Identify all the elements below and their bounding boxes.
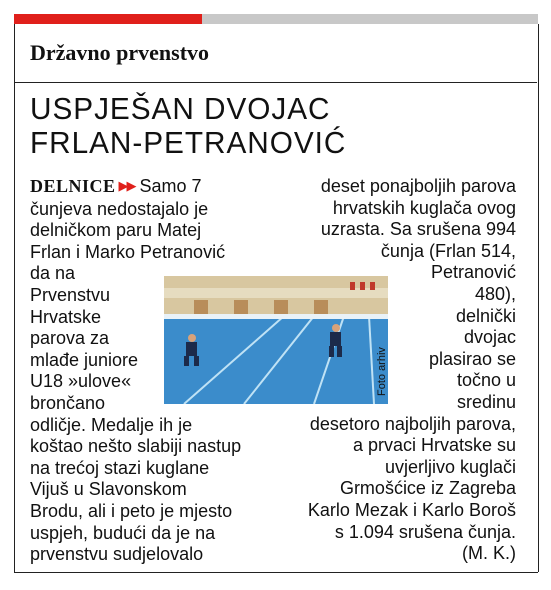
body-line: da na (30, 263, 76, 284)
body-line: Petranović (430, 262, 516, 283)
dateline: DELNICE (30, 176, 116, 196)
headline-line: FRLAN-PETRANOVIĆ (30, 125, 347, 160)
body-line-text: Samo 7 (139, 176, 202, 196)
body-line: na trećoj stazi kuglane (30, 457, 210, 478)
body-line: Grmošćice iz Zagreba (339, 478, 516, 499)
body-line: Frlan i Marko Petranović (30, 241, 226, 262)
body-line: točno u (456, 370, 516, 391)
body-line: odličje. Medalje ih je (30, 414, 193, 435)
dateline-arrow-icon: ▶▶ (118, 178, 135, 193)
body-line: čunjeva nedostajalo je (30, 198, 209, 219)
body-line: deset ponajboljih parova (320, 176, 516, 196)
body-line: koštao nešto slabiji nastup (30, 436, 242, 457)
lane-edge (164, 314, 388, 319)
body-line: hrvatskih kuglača ovog (332, 197, 516, 218)
headline-line: USPJEŠAN DVOJAC (30, 91, 331, 126)
body-line: Vijuš u Slavonskom (30, 479, 187, 500)
body-line: Karlo Mezak i Karlo Boroš (307, 499, 516, 520)
body-line: dvojac (463, 327, 516, 348)
body-line: U18 »ulove« (30, 371, 132, 392)
body-line: parova za (30, 328, 110, 349)
top-color-bar (14, 14, 538, 24)
body-line: brončano (30, 392, 106, 413)
body-line: Prvenstvu (30, 284, 111, 305)
body-line: desetoro najboljih parova, (309, 413, 516, 434)
body-line: uzrasta. Sa srušena 994 (320, 219, 516, 240)
body-line: mlađe juniore (30, 349, 139, 370)
article-headline (30, 92, 510, 160)
bowling-alley-illustration (164, 276, 388, 404)
body-line: Hrvatske (30, 306, 102, 327)
body-line: delnički (455, 305, 516, 326)
bottom-rule (14, 572, 538, 573)
top-color-bar-accent (14, 14, 202, 24)
body-line (30, 176, 270, 199)
body-line: uspjeh, budući da je na (30, 522, 216, 543)
body-line: plasirao se (428, 348, 516, 369)
flags (350, 282, 375, 290)
body-line: 480), (474, 283, 516, 304)
section-label: Državno prvenstvo (30, 40, 210, 65)
body-line: a prvaci Hrvatske su (352, 435, 516, 456)
body-line: s 1.094 srušena čunja. (334, 521, 516, 542)
body-line: delničkom paru Matej (30, 220, 202, 241)
photo-credit: Foto arhiv (376, 347, 388, 396)
article-photo-bowling-alley (164, 276, 388, 404)
body-line: uvjerljivo kuglači (384, 456, 516, 477)
body-line: čunja (Frlan 514, (380, 240, 516, 261)
body-line: Brodu, ali i peto je mjesto (30, 500, 233, 521)
body-line: prvenstvu sudjelovalo (30, 544, 204, 565)
body-line: (M. K.) (462, 543, 516, 564)
body-line: sredinu (456, 391, 516, 412)
